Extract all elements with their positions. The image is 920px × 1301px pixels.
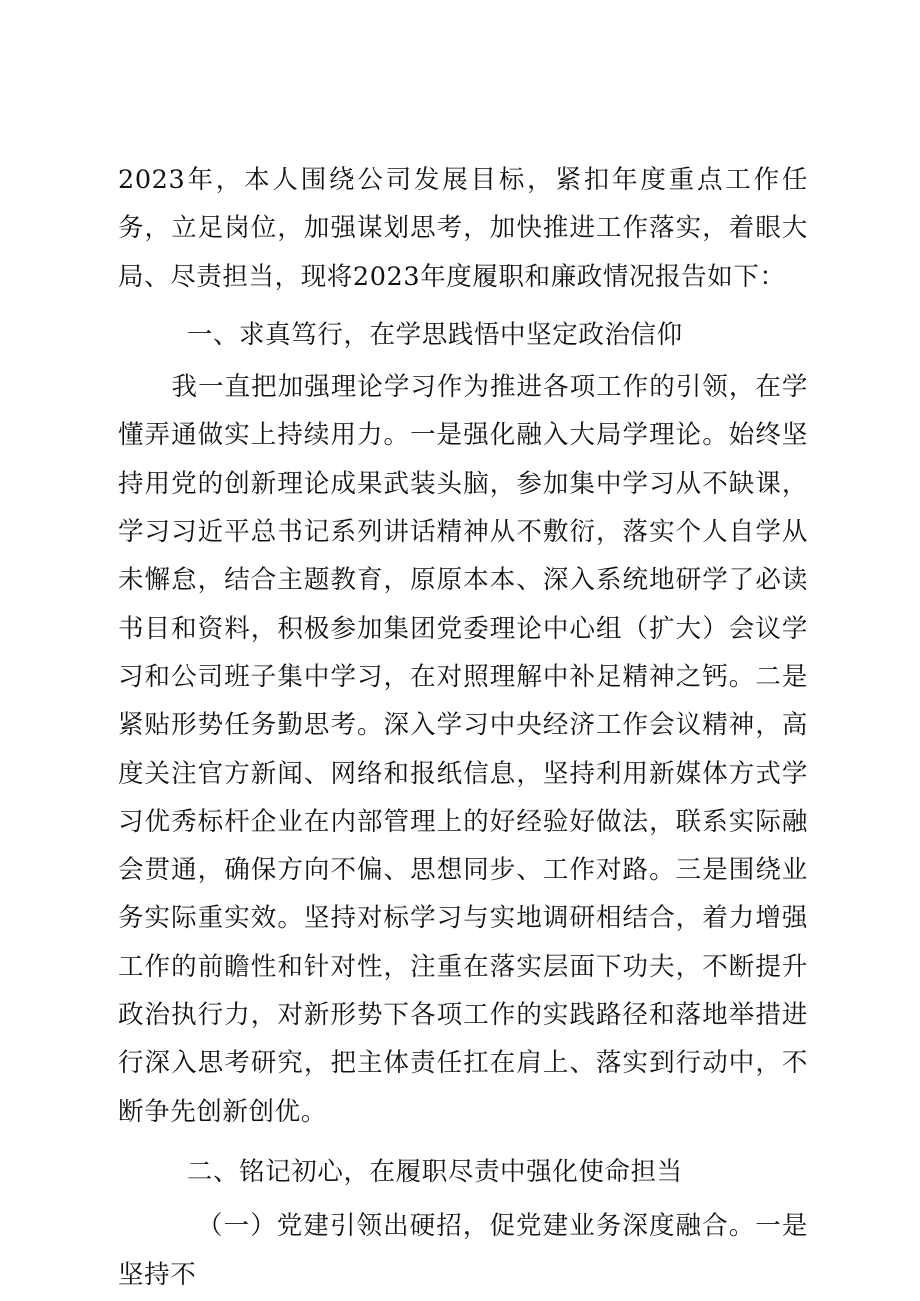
section-2-body: （一）党建引领出硬招，促党建业务深度融合。一是坚持不 xyxy=(118,1211,808,1290)
intro-paragraph: 2023年，本人围绕公司发展目标，紧扣年度重点工作任务，立足岗位，加强谋划思考，加快推进工作落实，着眼大局、尽责担当，现将2023年度履职和廉政情况报告如下： xyxy=(118,165,808,292)
section-heading-1: 一、求真笃行，在学思践悟中坚定政治信仰 xyxy=(186,319,683,350)
section-1-body: 我一直把加强理论学习作为推进各项工作的引领，在学懂弄通做实上持续用力。一是强化融入大局学理论。始终坚持用党的创新理论成果武装头脑，参加集中学习从不缺课，学习习近平总书记系列讲话精神从不敷衍，落实个人自学从未懈怠，结合主题教育，原原本本、深入系统地研学了必读书目和资料，积极参加集团党委理论中心组（扩大）会议学习和公司班子集中学习，在对照理解中补足精神之钙。二是紧贴形势任务勤思考。深入学习中央经济工作会议精神，高度关注官方新闻、网络和报纸信息，坚持利用新媒体方式学习优秀标杆企业在内部管理上的好经验好做法，联系实际融会贯通，确保方向不偏、思想同步、工作对路。三是围绕业务实际重实效。坚持对标学习与实地调研相结合，着力增强工作的前瞻性和针对性，注重在落实层面下功夫，不断提升政治执行力，对新形势下各项工作的实践路径和落地举措进行深入思考研究，把主体责任扛在肩上、落实到行动中，不断争先创新创优。 xyxy=(118,372,808,1127)
section-heading-2: 二、铭记初心，在履职尽责中强化使命担当 xyxy=(186,1156,683,1187)
document-body xyxy=(118,156,808,1299)
